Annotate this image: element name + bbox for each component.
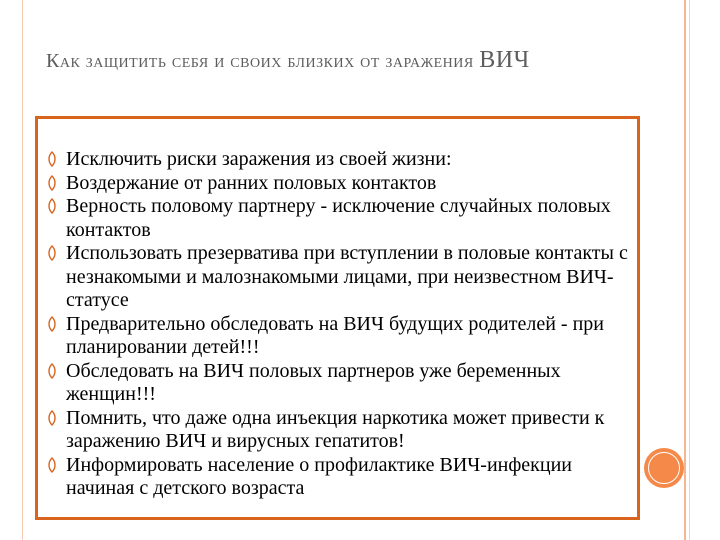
bullet-text: Исключить риски заражения из своей жизни: (66, 148, 452, 170)
left-decorative-line (22, 0, 23, 540)
bullet-list (46, 148, 636, 501)
decorative-circle-ring (648, 452, 680, 484)
bullet-item (46, 148, 636, 172)
title-emphasis: ВИЧ (479, 47, 530, 73)
leaf-bullet-icon (46, 198, 58, 214)
bullet-item (46, 454, 636, 501)
bullet-text: Верность половому партнеру - исключение случайных половых контактов (66, 195, 611, 241)
bullet-text: Предварительно обследовать на ВИЧ будущих родителей - при планировании детей!!! (66, 312, 604, 358)
bullet-item (46, 313, 636, 360)
leaf-bullet-icon (46, 363, 58, 379)
bullet-item (46, 407, 636, 454)
leaf-bullet-icon (46, 175, 58, 191)
bullet-text: Помнить, что даже одна инъекция наркотика может привести к заражению ВИЧ и вирусных гепатитов! (66, 406, 605, 452)
bullet-text: Использовать презерватива при вступлении в половые контакты с незнакомыми и малознакомыми лицами, при неизвестном ВИЧ-статусе (66, 242, 628, 311)
title-text: Как защитить себя и своих близких от заражения (46, 50, 480, 72)
bullet-text: Обследовать на ВИЧ половых партнеров уже беременных женщин!!! (66, 359, 561, 405)
bullet-item (46, 172, 636, 196)
slide-title (46, 40, 666, 81)
leaf-bullet-icon (46, 245, 58, 261)
right-decorative-line-thin (689, 0, 690, 540)
leaf-bullet-icon (46, 410, 58, 426)
right-decorative-line (684, 0, 686, 540)
bullet-text: Воздержание от ранних половых контактов (66, 171, 437, 194)
leaf-bullet-icon (46, 316, 58, 332)
bullet-text: Информировать население о профилактике ВИЧ-инфекции начиная с детского возраста (66, 453, 573, 499)
leaf-bullet-icon (46, 457, 58, 473)
bullet-item (46, 242, 636, 313)
leaf-bullet-icon (46, 151, 58, 167)
bullet-item (46, 195, 636, 242)
bullet-item (46, 360, 636, 407)
